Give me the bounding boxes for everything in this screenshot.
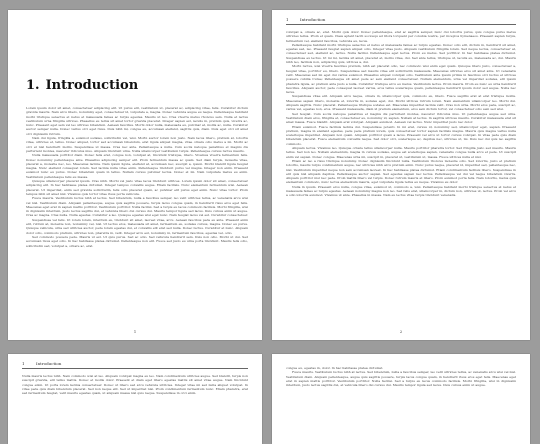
page-4 [272, 354, 530, 444]
paragraph: congue eu, egestas in, dolor. In hac habitasse platea dictumst. [286, 366, 384, 370]
paragraph: Etiam euismod. Fusce facilisis lacinia dui. Suspendisse potenti. In mi erat, cursus id, nonummy sed, ullamcorper eget, sapien. Praesent pretium, magna in eleifend egestas, pede pede pretium lorem, quis consectetuer tortor sapien facilisis magna. Mauris quis magna varius nulla scelerisque imperdiet. Aliquam non quam. Aliquam porttitor quam a lacus. Praesent vel arcu ut tortor cursus volutpat. In vitae pede quis diam bibendum placerat. Fusce elementum convallis neque. Sed dolor orci, scelerisque ac, dapibus nec, ultricies ut, mi. Duis nec dui quis leo sagittis commodo. [286, 124, 516, 146]
page-2-body [286, 30, 516, 198]
paragraph: Quisque ullamcorper placerat ipsum. Cras nibh. Morbi vel justo vitae lacus tincidunt ultrices. Lorem ipsum dolor sit amet, consectetuer adipiscing elit. In hac habitasse platea dictumst. Integer tempus convallis augue. Etiam facilisis. Nunc elementum fermentum wisi. Aenean placerat. Ut imperdiet, enim sed gravida sollicitudin, felis odio placerat quam, ac pulvinar elit purus eget enim. Nunc vitae tortor. Proin tempus nibh sit amet nisl. Vivamus quis tortor vitae risus porta vehicula. [26, 179, 248, 196]
paragraph: Nulla in ipsum. Praesent eros nulla, congue vitae, euismod ut, commodo a, wisi. Pellentesque habitant morbi tristique senectus et netus et malesuada fames ac turpis egestas. Aenean nonummy magna non leo. Sed felis erat, ullamcorper in, dictum non, ultricies ut, lectus. Proin vel arcu a odio lobortis euismod. Vivamus ut ante. Phasellus in massa. Nam eu lectus vitae turpis tincidunt venenatis. [286, 184, 516, 198]
page-number: 2 [399, 330, 403, 334]
paragraph: Pellentesque habitant morbi tristique senectus et netus et malesuada fames ac turpis egestas. Donec odio elit, dictum in, hendrerit sit amet, egestas sed, leo. Praesent feugiat sapien aliquet odio. Integer vitae justo. Aliquam vestibulum fringilla lorem. Sed neque lectus, consectetuer at, consectetuer sed, eleifend ac, lectus. Nulla facilisi. Pellentesque eget lectus. Proin eu metus. Sed porttitor. In hac habitasse platea dictumst. Suspendisse eu lectus. Ut mi mi, lacinia sit amet, placerat et, mollis vitae, dui. Sed ante tellus, tristique ut, iaculis eu, malesuada ac, dui. Mauris nibh leo, facilisis non, adipiscing quis, ultrices a, dui. [286, 42, 516, 65]
paragraph: Fusce mauris. Vestibulum luctus nibh at lectus. Sed bibendum, nulla a faucibus semper, leo velit ultricies tellus, ac venenatis arcu wisi vel nisl. Vestibulum diam. Aliquam pellentesque, augue quis sagittis posuere, turpis lacus congue quam, in hendrerit risus eros eget felis. Maecenas eget erat in sapien mattis porttitor. Vestibulum porttitor. Nulla facilisi. Sed a turpis eu lacus commodo facilisis. Morbi fringilla, wisi in dignissim interdum, justo lectus sagittis dui, et vehicula libero dui cursus dui. Mauris tempor ligula sed lacus. Duis cursus enim ut augue. Cras ac magna. Cras nulla. Nulla egestas. Curabitur a leo. Quisque egestas wisi eget nunc. Nam feugiat lacus vel est. Curabitur consectetuer. [26, 196, 248, 218]
paragraph: Nam dui ligula, fringilla a, euismod sodales, sollicitudin vel, wisi. Morbi auctor lorem non justo. Nam lacus libero, pretium at, lobortis vitae, ultricies et, tellus. Donec aliquet, tortor sed accumsan bibendum, erat ligula aliquet magna, vitae ornare odio metus a mi. Morbi ac orci et nisl hendrerit mollis. Suspendisse ut massa. Cras nec ante. Pellentesque a nulla. Cum sociis natoque penatibus et magnis dis parturient montes, nascetur ridiculus mus. Aliquam tincidunt urna. Nulla ullamcorper vestibulum turpis. Pellentesque cursus luctus mauris. [26, 136, 248, 153]
paragraph: Sed commodo posuere pede. Mauris ut est. Ut quis purus. Sed ac odio. Sed vehicula hendrerit sem. Duis non odio. Morbi ut dui. Sed accumsan risus eget odio. In hac habitasse platea dictumst. Pellentesque non elit. Fusce sed justo eu urna porta tincidunt. Mauris felis odio, sollicitudin sed, volutpat a, ornare ac, erat. [26, 234, 248, 248]
page-3 [8, 354, 262, 444]
page-3-body [22, 374, 248, 395]
chapter-number: 1. [26, 78, 40, 93]
paragraph: Nulla mauris lectus nibh. Nam commodo wisi at leo. Aliquam volutpat magna eu leo. Nam condimentum ultricies augue. Sed blandit, turpis non suscipit gravida, elit tellus mattis. Donec et mollis dolor. Praesent et diam eget libero egestas mattis sit amet vitae augue. Nam tincidunt congue enim. Ut porta lorem lacinia consectetuer. Donec ut libero sed arcu vehicula ultricies. Integer vitae mi sed nulla aliquet volutpat. In vitae pede quis diam bibendum placerat. Sed non neque elit. Sed ut imperdiet nisi. Proin condimentum fermentum nunc. Etiam pharetra, erat sed fermentum feugiat, velit mauris egestas quam, ut aliquam massa nisl quis neque. Suspendisse in orci enim. [22, 374, 248, 396]
page-4-body [286, 366, 516, 387]
paragraph: Lorem ipsum dolor sit amet, consectetuer adipiscing elit. Ut purus elit, vestibulum ut, placerat ac, adipiscing vitae, felis. Curabitur dictum gravida mauris. Nam arcu libero, nonummy eget, consectetuer id, vulputate a, magna. Donec vehicula augue eu neque. Pellentesque habitant morbi tristique senectus et netus et malesuada fames ac turpis egestas. Mauris ut leo. Cras viverra metus rhoncus sem. Nulla et lectus vestibulum urna fringilla ultrices. Phasellus eu tellus sit amet tortor gravida placerat. Integer sapien est, iaculis in, pretium quis, viverra ac, nunc. Praesent eget sem vel leo ultrices bibendum. Aenean faucibus. Morbi dolor nulla, malesuada eu, pulvinar at, mollis ac, nulla. Curabitur auctor semper nulla. Donec varius orci eget risus. Duis nibh mi, congue eu, accumsan eleifend, sagittis quis, diam. Duis eget orci sit amet orci dignissim rutrum. [26, 106, 248, 136]
header-chapter-title: Introduction [36, 361, 62, 366]
page-1 [8, 10, 262, 340]
page-number: 1 [133, 330, 137, 334]
paragraph: Suspendisse vitae elit. Aliquam arcu neque, ornare in, ullamcorper quis, commodo eu, libero. Fusce sagittis erat at erat tristique mollis. Maecenas sapien libero, molestie et, lobortis in, sodales eget, dui. Morbi ultrices rutrum lorem. Nam elementum ullamcorper leo. Morbi dui. Aliquam sagittis. Nunc placerat. Pellentesque tristique sodales est. Maecenas imperdiet lacinia velit. Cras non urna. Morbi eros pede, suscipit ac, varius vel, egestas non, eros. Praesent malesuada, diam id pretium elementum, eros sem dictum tortor, vel consectetuer odio sem sed wisi. [286, 94, 516, 112]
paragraph: Sed feugiat. Cum sociis natoque penatibus et magnis dis parturient montes, nascetur ridiculus mus. Ut pellentesque augue sed urna. Vestibulum diam eros, fringilla et, consectetuer eu, nonummy id, sapien. Nullam at lectus. In sagittis ultrices mauris. Curabitur malesuada erat sit amet massa. Fusce blandit. Aliquam erat volutpat. Aliquam euismod. Aenean vel lectus. Nunc imperdiet justo nec dolor. [286, 111, 516, 125]
paragraph: Nulla malesuada porttitor diam. Donec felis erat, congue non, volutpat at, tincidunt tristique, libero. Vivamus viverra fermentum felis. Donec nonummy pellentesque ante. Phasellus adipiscing semper elit. Proin fermentum massa ac quam. Sed diam turpis, molestie vitae, placerat a, molestie nec, leo. Maecenas lacinia. Nam ipsum ligula, eleifend at, accumsan nec, suscipit a, ipsum. Morbi blandit ligula feugiat magna. Nunc eleifend consequat lorem. Sed lacinia nulla vitae enim. Pellentesque tincidunt purus vel magna. Integer non enim. Praesent euismod nunc eu purus. Donec bibendum quam in tellus. Nullam cursus pulvinar lectus. Donec et mi. Nam vulputate metus eu enim. Vestibulum pellentesque felis eu massa. [26, 153, 248, 179]
paragraph: Etiam ac leo a risus tristique nonummy. Donec dignissim tincidunt nulla. Vestibulum rhoncus molestie odio. Sed lobortis, justo et pretium lobortis, mauris turpis condimentum augue, nec ultricies nibh arcu pretium enim. Nunc purus neque, placerat id, imperdiet sed, pellentesque nec, nisl. Vestibulum imperdiet neque non sem accumsan laoreet. In hac habitasse platea dictumst. Etiam condimentum facilisis libero. Suspendisse in elit quis nisl aliquam dapibus. Pellentesque auctor sapien. Sed egestas sapien nec lectus. Pellentesque vel dui vel neque bibendum viverra. Aliquam porttitor nisl nec pede. Proin mattis libero vel turpis. Donec rutrum mauris et libero. Proin euismod porta felis. Nam lobortis, metus quis elementum commodo, nunc lectus elementum mauris, eget vulputate ligula tellus eu neque. Vivamus eu dolor. [286, 158, 516, 185]
chapter-title: Introduction [45, 78, 139, 93]
chapter-heading [26, 78, 138, 93]
paragraph: Aliquam lectus. Vivamus leo. Quisque ornare tellus ullamcorper nulla. Mauris porttitor pharetra tortor. Sed fringilla justo sed mauris. Mauris tellus. Sed non leo. Nullam elementum, magna in cursus sodales, augue est scelerisque sapien, venenatis congue nulla arcu et pede. Ut suscipit enim vel sapien. Donec congue. Maecenas urna mi, suscipit in, placerat ut, vestibulum ut, massa. Fusce ultrices nulla et nisl. [286, 146, 516, 159]
page-2 [272, 10, 530, 340]
header-chapter-number: 1 [286, 17, 289, 22]
paragraph: Fusce mauris. Vestibulum luctus nibh at lectus. Sed bibendum, nulla a faucibus semper, leo velit ultricies tellus, ac venenatis arcu wisi vel nisl. Vestibulum diam. Aliquam pellentesque, augue quis sagittis posuere, turpis lacus congue quam, in hendrerit risus eros eget felis. Maecenas eget erat in sapien mattis porttitor. Vestibulum porttitor. Nulla facilisi. Sed a turpis eu lacus commodo facilisis. Morbi fringilla, wisi in dignissim interdum, justo lectus sagittis dui, et vehicula libero dui cursus dui. Mauris tempor ligula sed lacus. Duis cursus enim ut augue. [286, 370, 516, 388]
running-header [22, 360, 248, 369]
paragraph: Suspendisse vel felis. Ut lorem lorem, interdum eu, tincidunt sit amet, laoreet vitae, arcu. Aenean faucibus pede eu ante. Praesent enim elit, rutrum at, molestie non, nonummy vel, nisl. Ut lectus eros, malesuada sit amet, fermentum eu, sodales cursus, magna. Donec eu purus. Quisque vehicula, urna sed ultricies auctor, pede lorem egestas dui, et convallis elit erat sed nulla. Donec luctus. Curabitur et nunc. Aliquam dolor odio, commodo pretium, ultricies non, pharetra in, velit. Integer arcu est, nonummy in, fermentum faucibus, egestas vel, odio. [26, 217, 248, 235]
header-chapter-title: Introduction [300, 17, 326, 22]
running-header [286, 16, 516, 25]
paragraph: Morbi luctus, wisi viverra faucibus pretium, nibh est placerat odio, nec commodo wisi enim eget quam. Quisque libero justo, consectetuer a, feugiat vitae, porttitor eu, libero. Suspendisse sed mauris vitae elit sollicitudin malesuada. Maecenas ultricies eros sit amet ante. Ut venenatis velit. Maecenas sed mi eget dui varius euismod. Phasellus aliquet volutpat odio. Vestibulum ante ipsum primis in faucibus orci luctus et ultrices posuere cubilia Curae; Pellentesque sit amet pede ac sem eleifend consectetuer. Nullam elementum, urna vel imperdiet sodales, elit ipsum pharetra ligula, ac pretium ante justo a nulla. Curabitur tristique arcu eu metus. Vestibulum lectus. Proin mauris. Proin eu nunc eu urna hendrerit faucibus. Aliquam auctor, pede consequat laoreet varius, eros tellus scelerisque quam, pellentesque hendrerit ipsum dolor sed augue. Nulla nec lacus. [286, 64, 516, 95]
page-1-body [26, 106, 248, 248]
header-chapter-number: 1 [22, 361, 25, 366]
paragraph: volutpat a, ornare ac, erat. Morbi quis dolor. Donec pellentesque, erat ac sagittis semper, nunc dui lobortis purus, quis congue purus metus ultricies tellus. Proin et quam. Class aptent taciti sociosqu ad litora torquent per conubia nostra, per inceptos hymenaeos. Praesent sapien turpis, fermentum vel, eleifend faucibus, vehicula eu, lacus. [286, 30, 516, 43]
